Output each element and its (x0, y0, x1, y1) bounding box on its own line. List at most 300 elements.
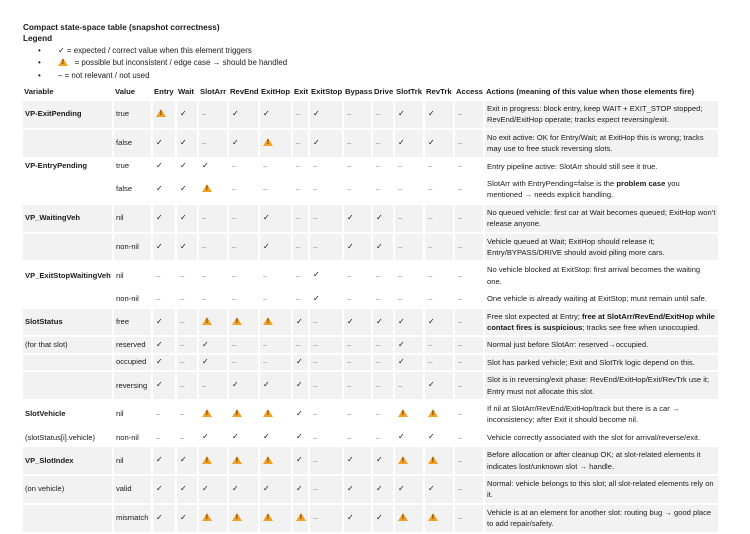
column-header-exitstop: ExitStop (311, 86, 343, 96)
element-cell-exithop (260, 234, 291, 261)
column-header-exit: Exit (294, 86, 309, 96)
check-icon: ✓ (347, 212, 354, 222)
column-header-drive: Drive (374, 86, 394, 96)
action-text: ; tracks see free when unoccupied. (582, 322, 700, 332)
element-cell-access (455, 372, 483, 399)
warning-icon (263, 513, 273, 521)
table-header-row (23, 84, 718, 99)
dash-icon: – (458, 316, 463, 326)
element-cell-slottrk (395, 447, 423, 474)
value-cell: false (114, 130, 151, 157)
dash-icon: – (398, 270, 403, 280)
dash-icon: – (458, 184, 463, 194)
element-cell-exitstop (310, 176, 342, 203)
element-cell-bypass (344, 262, 371, 289)
element-cell-slotarr (199, 401, 227, 428)
element-cell-access (455, 234, 483, 261)
warning-icon (202, 409, 212, 417)
dash-icon: – (458, 340, 463, 350)
element-cell-entry (153, 234, 175, 261)
action-emphasis: free at SlotArr/RevEnd/ExitHop while contact fires is suspicious (487, 311, 715, 332)
dash-icon: – (376, 380, 381, 390)
dash-icon: – (232, 241, 237, 251)
element-cell-revend (229, 176, 258, 203)
element-cell-exithop (260, 355, 291, 370)
check-icon: ✓ (347, 316, 354, 326)
element-cell-slotarr (199, 291, 227, 306)
dash-icon: – (180, 357, 185, 367)
check-icon: ✓ (156, 212, 163, 222)
dash-icon: – (376, 432, 381, 442)
dash-icon: – (347, 357, 352, 367)
element-cell-bypass (344, 401, 371, 428)
check-icon: ✓ (376, 484, 383, 494)
element-cell-exithop (260, 205, 291, 232)
element-cell-drive (373, 447, 393, 474)
dash-icon: – (202, 109, 207, 119)
element-cell-exitstop (310, 447, 342, 474)
element-cell-wait (177, 447, 197, 474)
value-cell: valid (114, 476, 151, 503)
column-header-revend: RevEnd (230, 86, 259, 96)
element-cell-access (455, 337, 483, 352)
dash-icon: – (296, 213, 301, 223)
warning-icon (232, 513, 242, 521)
check-icon: ✓ (347, 512, 354, 522)
check-icon: ✓ (156, 484, 163, 494)
element-cell-revend (229, 372, 258, 399)
element-cell-revend (229, 205, 258, 232)
check-icon: ✓ (376, 455, 383, 465)
element-cell-exithop (260, 447, 291, 474)
dash-icon: – (313, 380, 318, 390)
element-cell-access (455, 130, 483, 157)
legend-text: = possible but inconsistent / edge case → should be handled (74, 58, 288, 68)
element-cell-exitstop (310, 372, 342, 399)
legend-list (23, 45, 723, 82)
check-icon: ✓ (296, 484, 303, 494)
dash-icon: – (458, 455, 463, 465)
dash-icon: – (313, 340, 318, 350)
element-cell-slottrk (395, 355, 423, 370)
dash-icon: – (428, 293, 433, 303)
element-cell-revtrk (425, 262, 453, 289)
dash-icon: – (458, 380, 463, 390)
dash-icon: – (428, 161, 433, 171)
element-cell-wait (177, 130, 197, 157)
element-cell-bypass (344, 505, 371, 532)
table-row (23, 401, 718, 428)
check-icon: ✓ (156, 455, 163, 465)
action-cell: Entry pipeline active: SlotArr should still see it true. (487, 161, 658, 171)
dash-icon: – (376, 270, 381, 280)
check-icon: ✓ (296, 409, 303, 419)
dash-icon: – (296, 138, 301, 148)
dash-icon: – (313, 184, 318, 194)
check-icon: ✓ (376, 241, 383, 251)
element-cell-entry (153, 447, 175, 474)
element-cell-access (455, 205, 483, 232)
dash-icon: – (263, 184, 268, 194)
check-icon: ✓ (263, 109, 270, 119)
warning-icon (263, 317, 273, 325)
element-cell-exithop (260, 291, 291, 306)
variable-cell: (slotStatus[i].vehicle) (25, 432, 96, 442)
element-cell-exit (293, 234, 308, 261)
element-cell-slottrk (395, 262, 423, 289)
warning-icon (398, 513, 408, 521)
element-cell-revend (229, 447, 258, 474)
table-row (23, 159, 718, 174)
element-cell-revtrk (425, 476, 453, 503)
element-cell-entry (153, 355, 175, 370)
check-icon: ✓ (428, 316, 435, 326)
check-icon: ✓ (156, 357, 163, 367)
dash-icon: – (398, 161, 403, 171)
table-row (23, 447, 718, 474)
element-cell-access (455, 447, 483, 474)
warning-icon (58, 58, 68, 66)
element-cell-exitstop (310, 262, 342, 289)
action-cell: Before allocation or after cleanup OK; at slot-related elements it indicates lost/unknown slot → handle. (485, 447, 718, 474)
check-icon: ✓ (156, 241, 163, 251)
element-cell-exithop (260, 130, 291, 157)
check-icon: ✓ (428, 380, 435, 390)
action-cell: Normal just before SlotArr: reserved→occupied. (485, 337, 718, 352)
dash-icon: – (296, 161, 301, 171)
warning-icon (263, 138, 273, 146)
element-cell-revtrk (425, 234, 453, 261)
element-cell-wait (177, 176, 197, 203)
element-cell-entry (153, 372, 175, 399)
element-cell-slotarr (199, 130, 227, 157)
value-cell: nil (114, 447, 151, 474)
element-cell-exithop (260, 337, 291, 352)
element-cell-revtrk (425, 205, 453, 232)
dash-icon: – (313, 432, 318, 442)
element-cell-revtrk (425, 447, 453, 474)
element-cell-revend (229, 234, 258, 261)
element-cell-bypass (344, 291, 371, 306)
action-text: Free slot expected at Entry; (487, 311, 582, 321)
dash-icon: – (156, 432, 161, 442)
element-cell-exithop (260, 101, 291, 128)
element-cell-revend (229, 101, 258, 128)
element-cell-bypass (344, 205, 371, 232)
element-cell-access (455, 309, 483, 336)
dash-icon: – (232, 270, 237, 280)
element-cell-slotarr (199, 476, 227, 503)
column-header-bypass: Bypass (345, 86, 373, 96)
dash-icon: – (313, 484, 318, 494)
check-icon: ✓ (296, 432, 303, 442)
dash-icon: – (180, 340, 185, 350)
element-cell-slottrk (395, 130, 423, 157)
element-cell-wait (177, 234, 197, 261)
table-row (23, 291, 718, 306)
check-icon: ✓ (180, 455, 187, 465)
element-cell-entry (153, 159, 175, 174)
variable-cell: (on vehicle) (23, 476, 112, 503)
table-row (23, 101, 718, 128)
dash-icon: – (458, 213, 463, 223)
element-cell-revend (229, 337, 258, 352)
dash-icon: – (180, 380, 185, 390)
dash-icon: – (232, 161, 237, 171)
dash-icon: – (232, 357, 237, 367)
variable-cell: (for that slot) (23, 337, 112, 352)
element-cell-drive (373, 355, 393, 370)
dash-icon: – (458, 161, 463, 171)
warning-icon (296, 513, 306, 521)
dash-icon: – (202, 138, 207, 148)
variable-cell: VP-EntryPending (25, 161, 88, 171)
variable-cell: VP_WaitingVeh (23, 205, 112, 232)
element-cell-exitstop (310, 101, 342, 128)
legend-item-check (35, 45, 723, 57)
element-cell-drive (373, 337, 393, 352)
dash-icon: – (180, 293, 185, 303)
value-cell: nil (116, 409, 124, 419)
element-cell-exitstop (310, 159, 342, 174)
element-cell-exithop (260, 176, 291, 203)
dash-icon: – (458, 241, 463, 251)
element-cell-entry (153, 176, 175, 203)
check-icon: ✓ (180, 212, 187, 222)
check-icon: ✓ (428, 484, 435, 494)
check-icon: ✓ (313, 137, 320, 147)
table-row (23, 234, 718, 261)
action-cell: No queued vehicle: first car at Wait becomes queued; ExitHop won’t release anyone. (485, 205, 718, 232)
dash-icon: – (313, 213, 318, 223)
variable-cell (23, 130, 112, 157)
element-cell-slotarr (199, 205, 227, 232)
dash-icon: – (232, 184, 237, 194)
element-cell-entry (153, 291, 175, 306)
element-cell-exitstop (310, 234, 342, 261)
legend-text: – = not relevant / not used (58, 70, 150, 80)
warning-icon (263, 456, 273, 464)
element-cell-revtrk (425, 291, 453, 306)
table-row (23, 476, 718, 503)
warning-icon (428, 513, 438, 521)
element-cell-access (455, 430, 483, 445)
dash-icon: – (156, 409, 161, 419)
table-row (23, 176, 718, 203)
element-cell-revend (229, 291, 258, 306)
dash-icon: – (428, 357, 433, 367)
action-cell: Exit in progress: block entry, keep WAIT + EXIT_STOP stopped; RevEnd/ExitHop operate; tracks expect reversing/exit. (485, 101, 718, 128)
variable-cell: SlotStatus (23, 309, 112, 336)
dash-icon: – (398, 213, 403, 223)
dash-icon: – (232, 340, 237, 350)
element-cell-exithop (260, 476, 291, 503)
element-cell-exit (293, 505, 308, 532)
table-row (23, 355, 718, 370)
document-title: Compact state-space table (snapshot correctness) (23, 23, 220, 32)
element-cell-access (455, 101, 483, 128)
element-cell-exitstop (310, 355, 342, 370)
legend-item-dash (35, 70, 723, 82)
table-row (23, 372, 718, 399)
dash-icon: – (296, 109, 301, 119)
element-cell-revend (229, 159, 258, 174)
action-cell: If nil at SlotArr/RevEnd/ExitHop/track but there is a car → inconsistency; after Exit it should become nil. (487, 404, 680, 425)
element-cell-revtrk (425, 401, 453, 428)
element-cell-revtrk (425, 372, 453, 399)
warning-icon (202, 317, 212, 325)
dash-icon: – (263, 161, 268, 171)
element-cell-drive (373, 205, 393, 232)
check-icon: ✓ (313, 270, 320, 280)
check-icon: ✓ (58, 46, 65, 55)
table-row (23, 337, 718, 352)
dash-icon: – (428, 184, 433, 194)
element-cell-exit (293, 430, 308, 445)
column-header-value: Value (115, 86, 136, 96)
action-cell: No exit active: OK for Entry/Wait; at ExitHop this is wrong; tracks may use to free stuck reversing slots. (485, 130, 718, 157)
element-cell-entry (153, 430, 175, 445)
check-icon: ✓ (398, 109, 405, 119)
element-cell-exit (293, 372, 308, 399)
check-icon: ✓ (156, 380, 163, 390)
variable-cell: SlotVehicle (25, 409, 66, 419)
dash-icon: – (347, 109, 352, 119)
column-header-slottrk: SlotTrk (396, 86, 423, 96)
action-cell (485, 309, 718, 336)
element-cell-slotarr (199, 159, 227, 174)
element-cell-bypass (344, 337, 371, 352)
check-icon: ✓ (202, 357, 209, 367)
dash-icon: – (347, 380, 352, 390)
element-cell-entry (153, 130, 175, 157)
dash-icon: – (398, 293, 403, 303)
element-cell-access (455, 401, 483, 428)
element-cell-exit (293, 291, 308, 306)
element-cell-slottrk (395, 476, 423, 503)
check-icon: ✓ (156, 160, 163, 170)
element-cell-revend (229, 309, 258, 336)
variable-cell (23, 176, 112, 203)
warning-icon (202, 184, 212, 192)
element-cell-exithop (260, 309, 291, 336)
element-cell-slottrk (395, 291, 423, 306)
dash-icon: – (202, 380, 207, 390)
check-icon: ✓ (398, 137, 405, 147)
element-cell-slotarr (199, 262, 227, 289)
table-row (23, 505, 718, 532)
action-cell: Normal: vehicle belongs to this slot; all slot-related elements rely on it. (485, 476, 718, 503)
legend-item-warn (35, 57, 723, 69)
element-cell-entry (153, 101, 175, 128)
dash-icon: – (458, 513, 463, 523)
check-icon: ✓ (263, 241, 270, 251)
element-cell-bypass (344, 309, 371, 336)
action-text: SlotArr with EntryPending=false is the (487, 178, 617, 188)
dash-icon: – (296, 184, 301, 194)
element-cell-exithop (260, 430, 291, 445)
check-icon: ✓ (180, 137, 187, 147)
warning-icon (232, 456, 242, 464)
table-row (23, 262, 718, 289)
dash-icon: – (458, 484, 463, 494)
element-cell-revtrk (425, 309, 453, 336)
warning-icon (428, 456, 438, 464)
action-cell: Slot is in reversing/exit phase: RevEnd/ExitHop/Exit/RevTrk use it; Entry must not allocate this slot. (485, 372, 718, 399)
dash-icon: – (376, 109, 381, 119)
dash-icon: – (313, 357, 318, 367)
element-cell-exit (293, 309, 308, 336)
element-cell-slotarr (199, 447, 227, 474)
element-cell-drive (373, 234, 393, 261)
element-cell-wait (177, 372, 197, 399)
element-cell-access (455, 159, 483, 174)
dash-icon: – (347, 184, 352, 194)
column-header-actions: Actions (meaning of this value when those elements fire) (486, 86, 695, 96)
check-icon: ✓ (156, 137, 163, 147)
check-icon: ✓ (202, 432, 209, 442)
element-cell-wait (177, 159, 197, 174)
check-icon: ✓ (232, 484, 239, 494)
action-cell: One vehicle is already waiting at ExitStop; must remain until safe. (487, 294, 707, 304)
document-page (23, 22, 723, 534)
element-cell-exithop (260, 372, 291, 399)
element-cell-drive (373, 130, 393, 157)
value-cell: non-nil (116, 293, 139, 303)
value-cell: occupied (114, 355, 151, 370)
check-icon: ✓ (347, 484, 354, 494)
element-cell-drive (373, 430, 393, 445)
dash-icon: – (428, 213, 433, 223)
element-cell-exit (293, 337, 308, 352)
element-cell-exitstop (310, 205, 342, 232)
dash-icon: – (458, 293, 463, 303)
column-header-revtrk: RevTrk (426, 86, 452, 96)
element-cell-exit (293, 159, 308, 174)
element-cell-wait (177, 430, 197, 445)
variable-cell: VP_SlotIndex (23, 447, 112, 474)
warning-icon (428, 409, 438, 417)
element-cell-slottrk (395, 401, 423, 428)
dash-icon: – (428, 340, 433, 350)
dash-icon: – (263, 340, 268, 350)
dash-icon: – (263, 357, 268, 367)
element-cell-entry (153, 262, 175, 289)
dash-icon: – (296, 270, 301, 280)
check-icon: ✓ (180, 109, 187, 119)
dash-icon: – (156, 293, 161, 303)
element-cell-slottrk (395, 205, 423, 232)
element-cell-entry (153, 505, 175, 532)
element-cell-revend (229, 355, 258, 370)
element-cell-bypass (344, 130, 371, 157)
element-cell-revend (229, 505, 258, 532)
check-icon: ✓ (313, 109, 320, 119)
element-cell-slottrk (395, 234, 423, 261)
element-cell-access (455, 476, 483, 503)
element-cell-exitstop (310, 401, 342, 428)
element-cell-access (455, 291, 483, 306)
dash-icon: – (376, 161, 381, 171)
dash-icon: – (428, 241, 433, 251)
check-icon: ✓ (296, 316, 303, 326)
element-cell-slotarr (199, 337, 227, 352)
element-cell-slotarr (199, 355, 227, 370)
element-cell-exit (293, 130, 308, 157)
action-cell: Vehicle correctly associated with the slot for arrival/reverse/exit. (487, 432, 701, 442)
element-cell-entry (153, 309, 175, 336)
column-header-slotarr: SlotArr (200, 86, 227, 96)
